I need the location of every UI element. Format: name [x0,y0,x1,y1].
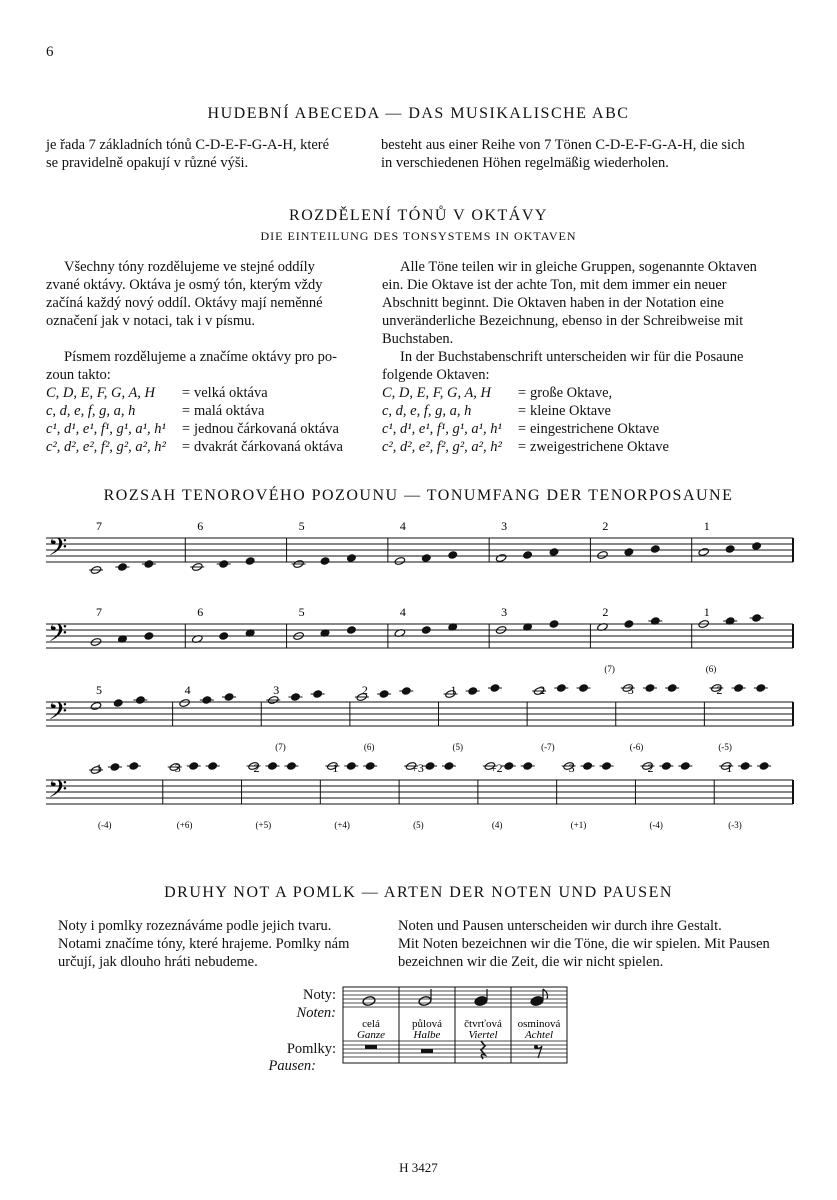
text-line: zvané oktávy. Oktáva je osmý tón, kterým vždy [46,277,323,293]
position-number: 5 [298,519,305,533]
equals-sign: = [517,385,527,401]
position-number: 2 [647,761,654,775]
octave-letters: c¹, d¹, e¹, f¹, g¹, a¹, h¹ [46,421,166,437]
half-rest-icon [421,1049,433,1053]
octave-row [382,402,802,420]
note-head [549,620,559,628]
octave-name: eingestrichene Oktave [530,421,660,437]
note-types-text-cz [58,917,380,971]
alt-position-number: (5) [413,820,424,830]
note-head [422,626,432,634]
alt-position-number: (-5) [718,742,732,752]
staff [46,683,793,752]
position-number: 2 [361,683,368,697]
octave-letters: c, d, e, f, g, a, h [46,403,136,419]
equals-sign: = [181,421,191,437]
octaves-text-de [382,258,802,456]
section-title-range: ROZSAH TENOROVÉHO POZOUNU — TONUMFANG DER TENORPOSAUNE [103,487,734,504]
position-number: 7 [96,605,102,619]
note-head [752,542,762,550]
note-head [320,557,330,565]
position-number: 6 [197,519,204,533]
text-line: Notami značíme tóny, které hrajeme. Pomlky nám [58,936,350,952]
alt-position-number: (+4) [334,820,350,830]
equals-sign: = [181,439,191,455]
note-head [495,553,506,562]
text-line: Alle Töne teilen wir in gleiche Gruppen, sogenannte Oktaven [400,259,757,275]
position-number: +2 [489,761,503,775]
octave-name: jednou čárkovaná oktáva [194,421,339,437]
equals-sign: = [517,403,527,419]
position-number: 3 [273,683,280,697]
bass-clef-icon: 𝄢 [48,697,68,732]
alt-position-number: (-4) [649,820,663,830]
bass-clef-icon: 𝄢 [48,775,68,810]
octave-row [46,438,368,456]
octave-row [46,420,368,438]
quarter-rest-icon [481,1041,485,1059]
page-number: 6 [46,44,54,60]
note-head [179,698,190,707]
notes-label-de: Noten: [296,1005,336,1021]
text-line: ein. Die Oktave ist der achte Ton, mit dem immer ein neuer [382,277,727,293]
position-number: 3 [568,761,575,775]
octave-name: große Oktave, [530,385,613,401]
octaves-text-cz [46,258,368,456]
text-line: Noten und Pausen unterscheiden wir durch ihre Gestalt. [398,918,722,934]
alt-position-number: (+6) [176,820,193,830]
column-label-cz: osminová [517,1018,561,1030]
note-head [698,547,709,556]
octave-name: malá oktáva [194,403,265,419]
note-head [597,550,608,559]
column-label-cz: čtvrťová [464,1018,502,1030]
position-number: 3 [627,683,634,697]
octave-name: velká oktáva [194,385,268,401]
position-number: 4 [399,519,406,533]
column-label-de: Ganze [356,1029,386,1041]
position-number: 2 [602,519,609,533]
alt-position-number: (+1) [570,820,587,830]
text-line: In der Buchstabenschrift unterscheiden wir für die Posaune [400,349,744,365]
octave-row [382,420,802,438]
note-head [725,545,735,553]
octave-row [46,384,368,402]
position-number: 5 [96,683,102,697]
note-head [394,556,405,565]
staff [46,519,793,575]
text-line: se pravidelně opakují v různé výši. [46,155,249,171]
staff [46,761,793,830]
octave-name: kleine Oktave [530,403,611,419]
text-line: Buchstaben. [382,331,454,347]
whole-rest-icon [365,1045,377,1049]
section-subtitle-octaves: DIE EINTEILUNG DES TONSYSTEMS IN OKTAVEN [260,229,577,243]
staff [46,605,793,674]
octave-name: zweigestrichene Oktave [530,439,669,455]
position-number: 2 [716,683,723,697]
octave-letters: C, D, E, F, G, A, H [46,385,156,401]
octave-row [382,438,802,456]
note-head [624,620,634,628]
column-label-cz: celá [362,1018,380,1030]
note-head [549,548,559,556]
rests-label-de: Pausen: [268,1058,316,1074]
note-head [448,551,458,559]
text-line: Všechny tóny rozdělujeme ve stejné oddíly [64,259,315,275]
alt-position-number: (+5) [255,820,272,830]
text-line: je řada 7 základních tónů C-D-E-F-G-A-H, které [46,137,330,153]
abc-text-cz [46,136,374,172]
catalog-number: H 3427 [399,1160,438,1175]
quarter-note-icon [474,996,488,1007]
position-number: +3 [411,761,424,775]
whole-note-icon [362,996,376,1007]
section-title-abc: HUDEBNÍ ABECEDA — DAS MUSIKALISCHE ABC [207,105,630,122]
octave-letters: c², d², e², f², g², a², h² [46,439,166,455]
alt-position-number: (-3) [728,820,742,830]
position-number: 4 [184,683,191,697]
text-line: určují, jak dlouho hráti nebudeme. [58,954,258,970]
half-note-icon [418,996,432,1007]
text-line: unveränderliche Bezeichnung, ebenso in der Schreibweise mit [382,313,744,329]
text-line: in verschiedenen Höhen regelmäßig wiederholen. [381,155,669,171]
position-number: 6 [197,605,204,619]
alt-position-number: (-4) [98,820,112,830]
text-line: Mit Noten bezeichnen wir die Töne, die wir spielen. Mit Pausen [398,936,770,952]
octave-row [382,384,802,402]
note-head [245,557,255,565]
position-number: 3 [501,605,508,619]
position-number: 1 [450,683,457,697]
bass-clef-icon: 𝄢 [48,533,68,568]
equals-sign: = [181,403,191,419]
note-head [347,554,357,562]
note-head [624,548,634,556]
abc-text-de [381,136,801,172]
text-line: Abschnitt beginnt. Die Oktaven haben in der Notation eine [382,295,724,311]
position-number: 1 [703,605,710,619]
alt-position-number: (7) [604,664,615,674]
note-flag [543,989,548,999]
position-number: 1 [726,761,733,775]
alt-position-number: (4) [491,820,503,830]
text-line: Písmem rozdělujeme a značíme oktávy pro po- [64,349,337,365]
octave-letters: c¹, d¹, e¹, f¹, g¹, a¹, h¹ [382,421,502,437]
position-number: 1 [332,761,339,775]
rests-label-cz: Pomlky: [286,1041,336,1057]
text-line: Noty i pomlky rozeznáváme podle jejich tvaru. [58,918,332,934]
text-line: besteht aus einer Reihe von 7 Tönen C-D-E-F-G-A-H, die sich [381,137,745,153]
text-line: bezeichnen wir die Zeit, die wir nicht spielen. [398,954,664,970]
octave-name: dvakrát čárkovaná oktáva [194,439,343,455]
note-head [651,545,661,553]
position-number: 4 [399,605,406,619]
octave-list-cz [46,384,368,456]
eighth-rest-tail [536,1046,542,1058]
section-title-note-types: DRUHY NOT A POMLK — ARTEN DER NOTEN UND PAUSEN [164,884,673,901]
octave-letters: C, D, E, F, G, A, H [382,385,492,401]
notes-label-cz: Noty: [302,987,336,1003]
octave-letters: c, d, e, f, g, a, h [382,403,472,419]
note-head [219,632,229,640]
section-title-octaves: ROZDĚLENÍ TÓNŮ V OKTÁVY [289,207,548,224]
alt-position-number: (7) [275,742,286,752]
position-number: 3 [174,761,181,775]
position-number: 2 [539,683,546,697]
bass-clef-icon: 𝄢 [48,619,68,654]
note-head [90,701,101,710]
alt-position-number: (-6) [629,742,644,752]
equals-sign: = [181,385,191,401]
equals-sign: = [517,439,527,455]
note-head [144,632,154,640]
text-line: folgende Oktaven: [382,367,490,383]
text-line: označení jak v notaci, tak i v písmu. [46,313,255,329]
note-head [523,551,533,559]
note-head [422,554,432,562]
text-line: zoun takto: [46,367,111,383]
position-number: 2 [602,605,609,619]
note-head [347,626,357,634]
column-label-cz: půlová [412,1018,442,1030]
alt-position-number: (6) [363,742,375,752]
note-head [113,699,123,707]
note-types-text-de [398,917,808,971]
column-label-de: Achtel [524,1029,554,1041]
alt-position-number: (5) [452,742,463,752]
equals-sign: = [517,421,527,437]
octave-list-de [382,384,802,456]
position-number: 2 [253,761,260,775]
column-label-de: Viertel [468,1029,498,1041]
position-number: 5 [298,605,305,619]
range-staves [0,512,837,872]
note-rest-table [335,985,575,1065]
position-number: 3 [501,519,508,533]
column-label-de: Halbe [413,1029,441,1041]
eighth-note-icon [530,996,544,1007]
alt-position-number: (6) [705,664,717,674]
alt-position-number: (-7) [541,742,555,752]
octave-row [46,402,368,420]
position-number: 1 [703,519,710,533]
position-number: 7 [96,519,102,533]
text-line: začíná každý nový oddíl. Oktávy mají neměnné [46,295,323,311]
octave-letters: c², d², e², f², g², a², h² [382,439,502,455]
position-number: 1 [96,761,102,775]
